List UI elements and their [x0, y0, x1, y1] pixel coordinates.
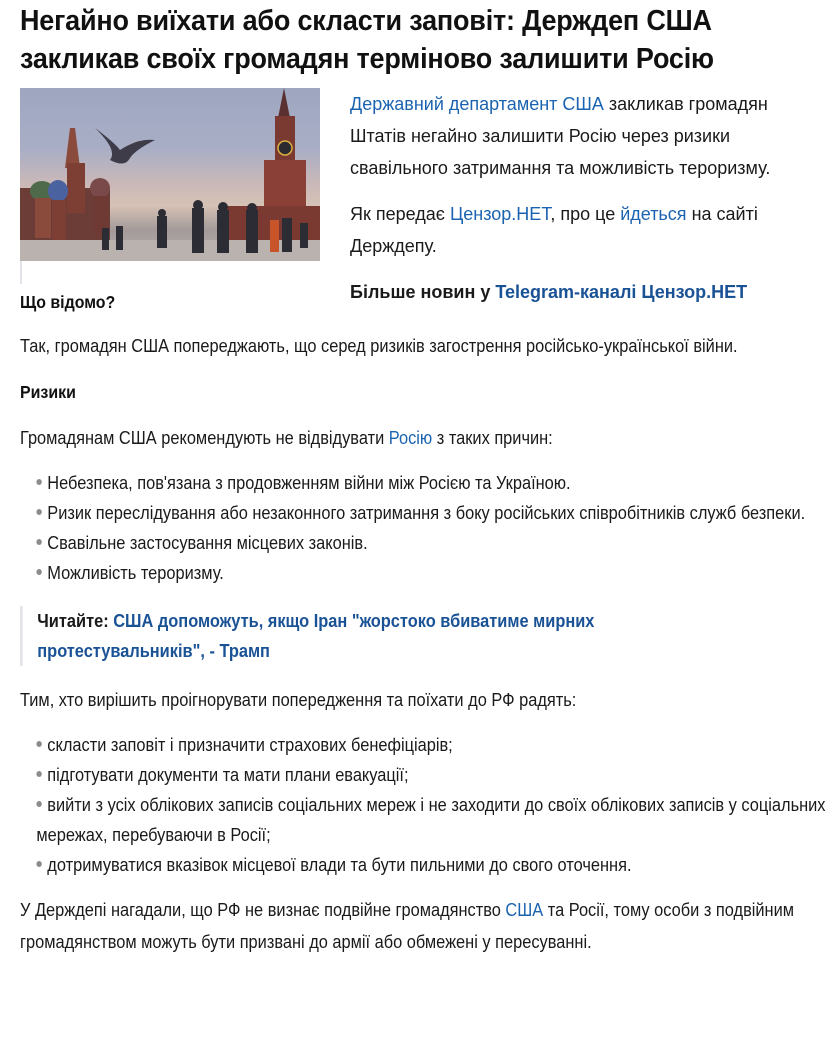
lead-paragraph-2 [350, 198, 810, 262]
lead-paragraph-1-text: закликав громадян Штатів негайно залишити Росію через ризики свавільного затримання та можливість тероризму. [350, 94, 771, 178]
read-also-label: Читайте: [37, 611, 109, 631]
bullet-icon [36, 861, 41, 867]
section-heading-risks: Ризики [20, 382, 76, 402]
list-item [36, 730, 828, 760]
bullet-icon [36, 509, 41, 515]
list-item [36, 558, 828, 588]
read-also-block [20, 606, 692, 666]
bullet-icon [36, 801, 41, 807]
closing-paragraph [20, 894, 812, 958]
list-item [36, 498, 828, 528]
list-item-text: скласти заповіт і призначити страхових бенефіціарів; [47, 735, 453, 755]
list-item-text: Свавільне застосування місцевих законів. [47, 533, 368, 553]
section-heading-what-known: Що відомо? [20, 292, 116, 312]
telegram-channel-link[interactable]: Telegram-каналі Цензор.НЕТ [495, 282, 748, 302]
section-what-known-text: Так, громадян США попереджають, що серед ризиків загострення російсько-української війни. [20, 336, 738, 356]
list-item-text: Ризик переслідування або незаконного затримання з боку російських співробітників служб безпеки. [47, 503, 806, 523]
closing-after: та Росії, тому особи з подвійним громадянством можуть бути призвані до армії або обмежені у пересуванні. [20, 900, 795, 952]
section-what-known [20, 288, 815, 362]
lead-p2-middle: , про це [550, 204, 621, 224]
telegram-promo-text: Більше новин у [350, 282, 496, 302]
risks-intro-before: Громадянам США рекомендують не відвідувати [20, 428, 389, 448]
lead-text [350, 88, 810, 308]
list-item [36, 468, 828, 498]
bullet-icon [36, 539, 41, 545]
lead-p2-after: на сайті Держдепу. [350, 204, 758, 256]
risks-intro-after: з таких причин: [432, 428, 553, 448]
article-photo[interactable] [20, 88, 320, 261]
photo-block [20, 88, 320, 284]
list-item-text: вийти з усіх облікових записів соціальних мереж і не заходити до своїх облікових записів у соціальних мережах, перебуваючи в Росії; [36, 795, 826, 845]
list-item [36, 760, 828, 790]
state-department-link[interactable]: Державний департамент США [350, 94, 604, 114]
list-item-text: дотримуватися вказівок місцевої влади та бути пильними до свого оточення. [47, 855, 632, 875]
list-item [36, 850, 828, 880]
list-item-text: Можливість тероризму. [47, 563, 224, 583]
caption-divider [20, 261, 22, 284]
bullet-icon [36, 741, 41, 747]
russia-link[interactable]: Росію [388, 428, 433, 448]
list-item-text: Небезпека, пов'язана з продовженням війни між Росією та Україною. [47, 473, 571, 493]
bullet-icon [36, 569, 41, 575]
usa-link[interactable]: США [505, 900, 544, 920]
article-title: Негайно виїхати або скласти заповіт: Держдеп США закликав своїх громадян терміново залишити Росію [20, 5, 714, 75]
list-item-text: підготувати документи та мати плани евакуації; [47, 765, 409, 785]
advice-intro: Тим, хто вирішить проігнорувати попередження та поїхати до РФ радять: [20, 690, 577, 710]
red-square-illustration [20, 88, 320, 261]
bullet-icon [36, 479, 41, 485]
risks-intro [20, 422, 812, 454]
bullet-icon [36, 771, 41, 777]
closing-before: У Держдепі нагадали, що РФ не визнає подвійне громадянство [20, 900, 506, 920]
risks-list [20, 468, 828, 588]
list-item [36, 790, 828, 850]
source-link[interactable]: йдеться [620, 204, 687, 224]
lead-paragraph-1 [350, 88, 810, 184]
article [0, 2, 835, 958]
lead-p2-before: Як передає [350, 204, 450, 224]
st-basils-cathedral [20, 128, 110, 248]
advice-list [20, 730, 828, 880]
pigeon [95, 128, 155, 164]
list-item [36, 528, 828, 558]
section-risks [20, 378, 815, 588]
censor-net-link[interactable]: Цензор.НЕТ [449, 204, 551, 224]
read-also-link[interactable]: США допоможуть, якщо Іран "жорстоко вбиватиме мирних протестувальників", - Трамп [37, 611, 595, 661]
